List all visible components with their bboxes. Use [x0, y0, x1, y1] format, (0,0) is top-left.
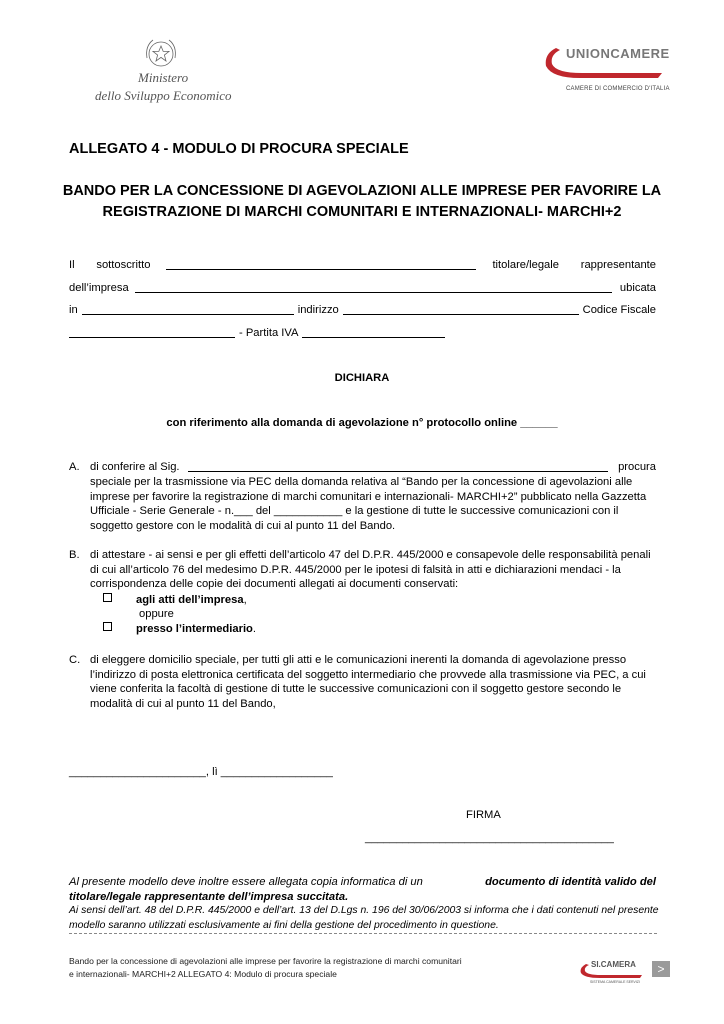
section-b-line3: corrispondenza delle copie dei documenti allegati ai documenti conservati:: [90, 578, 459, 591]
section-a-line2: speciale per la trasmissione via PEC della domanda relativa al “Bando per la concessione di agevolazioni alle: [90, 476, 633, 488]
section-b-line1: di attestare - ai sensi e per gli effetti dell’articolo 47 del D.P.R. 445/2000 e consapevole delle responsabilità penali: [90, 549, 651, 561]
doc-title-line1: BANDO PER LA CONCESSIONE DI AGEVOLAZIONI ALLE IMPRESE PER FAVORIRE LA: [62, 183, 662, 199]
section-b-letter: B.: [69, 549, 80, 561]
partita-iva-field[interactable]: [302, 326, 445, 338]
sicamera-tagline: SISTEMA CAMERALE SERVIZI: [590, 980, 640, 984]
ubicata-label: ubicata: [619, 282, 656, 294]
rappresentante-label: rappresentante: [580, 259, 656, 271]
note-line4: modello saranno utilizzati esclusivamente ai fini della gestione del procedimento in questione.: [69, 919, 499, 931]
ministry-logo-line2: dello Sviluppo Economico: [95, 88, 232, 103]
sicamera-name: SI.CAMERA: [591, 960, 636, 969]
checkbox-impresa[interactable]: [103, 593, 112, 602]
unioncamere-tagline: CAMERE DI COMMERCIO D'ITALIA: [566, 86, 670, 92]
impresa-label: dell’impresa: [69, 282, 129, 294]
indirizzo-field[interactable]: [343, 303, 579, 315]
sottoscritto-label: sottoscritto: [96, 259, 151, 271]
option-impresa-label: agli atti dell’impresa: [136, 594, 244, 606]
section-c-body: [90, 653, 656, 711]
firma-label: FIRMA: [466, 809, 501, 821]
doc-title-line2: REGISTRAZIONE DI MARCHI COMUNITARI E INTERNAZIONALI- MARCHI+2: [102, 204, 622, 220]
section-a-procura: procura: [618, 461, 656, 473]
codice-fiscale-field[interactable]: [69, 326, 235, 338]
sicamera-logo: [578, 958, 648, 986]
section-c-letter: C.: [69, 654, 81, 666]
section-a-body: [90, 475, 656, 533]
option-intermediario-label: presso l’intermediario: [136, 623, 253, 635]
note-line3: Ai sensi dell’art. 48 del D.P.R. 445/2000 e dell’art. 13 del D.Lgs n. 196 del 30/06/2003 si informa che i dati contenuti nel presente: [69, 905, 659, 917]
ministry-logo: [90, 30, 240, 110]
next-arrow-icon: >: [652, 961, 670, 977]
note-line1-bold: documento di identità valido del: [485, 876, 656, 888]
codice-fiscale-label: Codice Fiscale: [582, 304, 656, 316]
footer-line2: e internazionali- MARCHI+2 ALLEGATO 4: Modulo di procura speciale: [69, 968, 337, 979]
firma-field[interactable]: ________________________________________: [365, 832, 614, 844]
in-label: in: [69, 304, 78, 316]
option-oppure: oppure: [139, 608, 174, 620]
form-line-indirizzo: [69, 303, 656, 318]
section-c-line2: l’indirizzo di posta elettronica certificata del soggetto intermediario che provvede alla trasmissione via PEC, a cui: [90, 668, 646, 681]
section-a-line4: Ufficiale - Serie Generale - n.___ del ___________ e la gestione di tutte le successive comunicazioni con il: [90, 505, 619, 518]
option-intermediario-punct: .: [252, 623, 256, 635]
form-line-piva: [69, 326, 449, 341]
section-c-line3: viene conferita la facoltà di gestione di tutte le successive comunicazioni con il soggetto gestore secondo le: [90, 683, 622, 696]
note-line2: titolare/legale rappresentante dell’impresa succitata.: [69, 890, 349, 903]
procuratore-field[interactable]: [188, 460, 609, 472]
comune-field[interactable]: [82, 303, 294, 315]
option-impresa[interactable]: [103, 593, 247, 608]
sottoscritto-field[interactable]: [166, 258, 476, 270]
option-impresa-punct: ,: [243, 594, 247, 606]
form-line-sottoscritto: [69, 258, 656, 273]
section-c-line1: di eleggere domicilio speciale, per tutti gli atti e le comunicazioni inerenti la domanda di agevolazione presso: [90, 654, 627, 666]
footer-text: [69, 955, 462, 980]
section-c-line4: modalità di cui al punto 11 del Bando,: [90, 697, 276, 710]
note-block: [69, 875, 659, 933]
place-date-field[interactable]: ______________________, lì __________________: [69, 766, 333, 778]
unioncamere-name: UNIONCAMERE: [566, 46, 670, 61]
section-b-body: [90, 548, 656, 592]
section-a-letter: A.: [69, 461, 80, 473]
form-line-impresa: [69, 281, 656, 296]
partita-iva-label: - Partita IVA: [239, 327, 299, 339]
note-line1-prefix: Al presente modello deve inoltre essere allegata copia informatica di un: [69, 876, 423, 888]
impresa-field[interactable]: [135, 281, 612, 293]
section-a-start: di conferire al Sig.: [90, 461, 180, 473]
option-intermediario[interactable]: [103, 622, 256, 637]
section-b-line2: di cui all’articolo 76 del medesimo D.P.R. 445/2000 per le ipotesi di falsità in atti e dichiarazioni mendaci - la: [90, 563, 621, 576]
il-label: Il: [69, 259, 75, 271]
riferimento-line: con riferimento alla domanda di agevolazione n° protocollo online ______: [166, 417, 558, 429]
unioncamere-logo: [540, 40, 670, 100]
footer-divider: [69, 933, 657, 934]
indirizzo-label: indirizzo: [297, 304, 339, 316]
section-a-line5: soggetto gestore con le modalità di cui al punto 11 del Bando.: [90, 519, 396, 532]
section-a-line3: imprese per favorire la registrazione di marchi comunitari e internazionali- MARCHI+2” pubblicato nella Gazzetta: [90, 490, 647, 503]
ministry-logo-line1: Ministero: [138, 70, 189, 85]
dichiara-heading: DICHIARA: [334, 372, 390, 384]
page-heading: ALLEGATO 4 - MODULO DI PROCURA SPECIALE: [69, 141, 409, 157]
checkbox-intermediario[interactable]: [103, 622, 112, 631]
note-line1: [69, 875, 656, 890]
footer-line1: Bando per la concessione di agevolazioni alle imprese per favorire la registrazione di marchi comunitari: [69, 956, 462, 966]
titolare-label: titolare/legale: [492, 259, 559, 271]
section-a-line1: [90, 460, 656, 475]
